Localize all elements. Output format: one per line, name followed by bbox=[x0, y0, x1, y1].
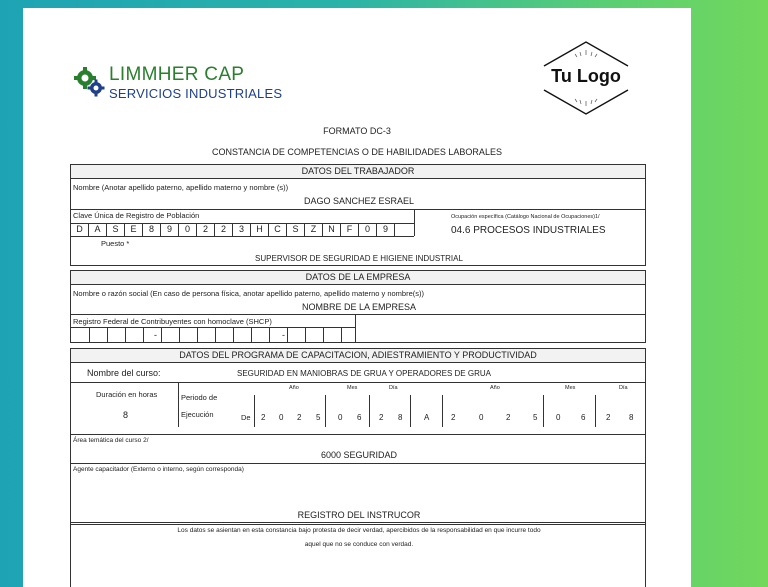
curp-char: C bbox=[269, 223, 287, 236]
program-section bbox=[70, 348, 646, 525]
company-subtitle: SERVICIOS INDUSTRIALES bbox=[109, 86, 283, 101]
curp-char: 9 bbox=[161, 223, 179, 236]
company-section-header: DATOS DE LA EMPRESA bbox=[71, 271, 645, 285]
declaration-line-2: aquel que no se conduce con verdad. bbox=[304, 541, 414, 548]
curp-char: F bbox=[341, 223, 359, 236]
logo-text: Tu Logo bbox=[551, 66, 621, 86]
curp-char: 2 bbox=[197, 223, 215, 236]
declaration-line-1: Los datos se asientan en esta constancia bajo protesta de decir verdad, apercibidos de la responsabilidad en que incurre todo bbox=[177, 527, 541, 534]
worker-section bbox=[70, 164, 646, 266]
curp-char: D bbox=[71, 223, 89, 236]
end-day-label: Día bbox=[619, 385, 628, 391]
document-format: FORMATO DC-3 bbox=[323, 126, 391, 136]
declaration-section bbox=[70, 522, 646, 587]
curp-char: 0 bbox=[179, 223, 197, 236]
date-digit: 8 bbox=[398, 413, 403, 422]
date-digit: 0 bbox=[338, 413, 343, 422]
curp-char: S bbox=[287, 223, 305, 236]
date-digit: 0 bbox=[279, 413, 284, 422]
area-label: Área temática del curso 2/ bbox=[73, 437, 149, 444]
to-label: A bbox=[424, 413, 430, 422]
curp-char: Z bbox=[305, 223, 323, 236]
logo-placeholder bbox=[540, 40, 632, 116]
position-value: SUPERVISOR DE SEGURIDAD E HIGIENE INDUSTRIAL bbox=[255, 254, 463, 263]
date-digit: 0 bbox=[556, 413, 561, 422]
course-label: Nombre del curso: bbox=[87, 368, 161, 378]
end-month-label: Mes bbox=[565, 385, 576, 391]
company-name-value: NOMBRE DE LA EMPRESA bbox=[301, 302, 417, 312]
duration-value: 8 bbox=[123, 410, 129, 420]
date-digit: 6 bbox=[357, 413, 362, 422]
period-label: Periodo de bbox=[181, 393, 218, 402]
date-digit: 2 bbox=[506, 413, 511, 422]
date-digit: 5 bbox=[316, 413, 321, 422]
document-title: CONSTANCIA DE COMPETENCIAS O DE HABILIDADES LABORALES bbox=[212, 147, 502, 157]
duration-label: Duración en horas bbox=[96, 390, 158, 399]
rfc-separator: - bbox=[282, 330, 285, 340]
start-year-label: Año bbox=[289, 385, 299, 391]
curp-cells bbox=[71, 223, 395, 236]
date-digit: 5 bbox=[533, 413, 538, 422]
curp-char: E bbox=[125, 223, 143, 236]
gear-icon bbox=[73, 64, 107, 98]
area-value: 6000 SEGURIDAD bbox=[320, 450, 398, 460]
course-value: SEGURIDAD EN MANIOBRAS DE GRUA Y OPERADORES DE GRUA bbox=[237, 369, 491, 378]
end-year-label: Año bbox=[490, 385, 500, 391]
date-digit: 6 bbox=[581, 413, 586, 422]
curp-char: A bbox=[89, 223, 107, 236]
document-page bbox=[23, 8, 691, 587]
position-label: Puesto * bbox=[101, 239, 130, 248]
curp-char: 9 bbox=[377, 223, 395, 236]
curp-char: 2 bbox=[215, 223, 233, 236]
worker-name-label: Nombre (Anotar apellido paterno, apellido materno y nombre (s)) bbox=[73, 183, 289, 192]
curp-char: S bbox=[107, 223, 125, 236]
date-digit: 8 bbox=[629, 413, 634, 422]
agent-label: Agente capacitador (Externo o interno, según corresponda) bbox=[73, 466, 244, 473]
date-digit: 2 bbox=[261, 413, 266, 422]
curp-char: H bbox=[251, 223, 269, 236]
rfc-label: Registro Federal de Contribuyentes con homoclave (SHCP) bbox=[73, 317, 272, 326]
curp-char: 3 bbox=[233, 223, 251, 236]
company-section bbox=[70, 270, 646, 343]
date-digit: 0 bbox=[479, 413, 484, 422]
date-digit: 2 bbox=[297, 413, 302, 422]
company-name: LIMMHER CAP bbox=[109, 64, 245, 85]
date-digit: 2 bbox=[606, 413, 611, 422]
agent-value: REGISTRO DEL INSTRUCOR bbox=[297, 510, 421, 520]
rfc-separator: - bbox=[154, 330, 157, 340]
date-digit: 2 bbox=[451, 413, 456, 422]
worker-section-header: DATOS DEL TRABAJADOR bbox=[71, 165, 645, 179]
period-label-2: Ejecución bbox=[181, 410, 214, 419]
start-day-label: Día bbox=[389, 385, 398, 391]
curp-char: 8 bbox=[143, 223, 161, 236]
curp-char: N bbox=[323, 223, 341, 236]
from-label: De bbox=[241, 413, 251, 422]
program-section-header: DATOS DEL PROGRAMA DE CAPACITACION, ADIESTRAMIENTO Y PRODUCTIVIDAD bbox=[71, 349, 645, 363]
start-month-label: Mes bbox=[347, 385, 358, 391]
worker-name-value: DAGO SANCHEZ ESRAEL bbox=[303, 196, 415, 206]
company-name-label: Nombre o razón social (En caso de persona física, anotar apellido paterno, apellido materno y nombre(s)) bbox=[73, 289, 425, 298]
curp-char: 0 bbox=[359, 223, 377, 236]
occupation-value: 04.6 PROCESOS INDUSTRIALES bbox=[451, 225, 606, 236]
occupation-label: Ocupación específica (Catálogo Nacional de Ocupaciones)1/ bbox=[451, 214, 600, 220]
curp-label: Clave Única de Registro de Población bbox=[73, 211, 200, 220]
date-digit: 2 bbox=[379, 413, 384, 422]
